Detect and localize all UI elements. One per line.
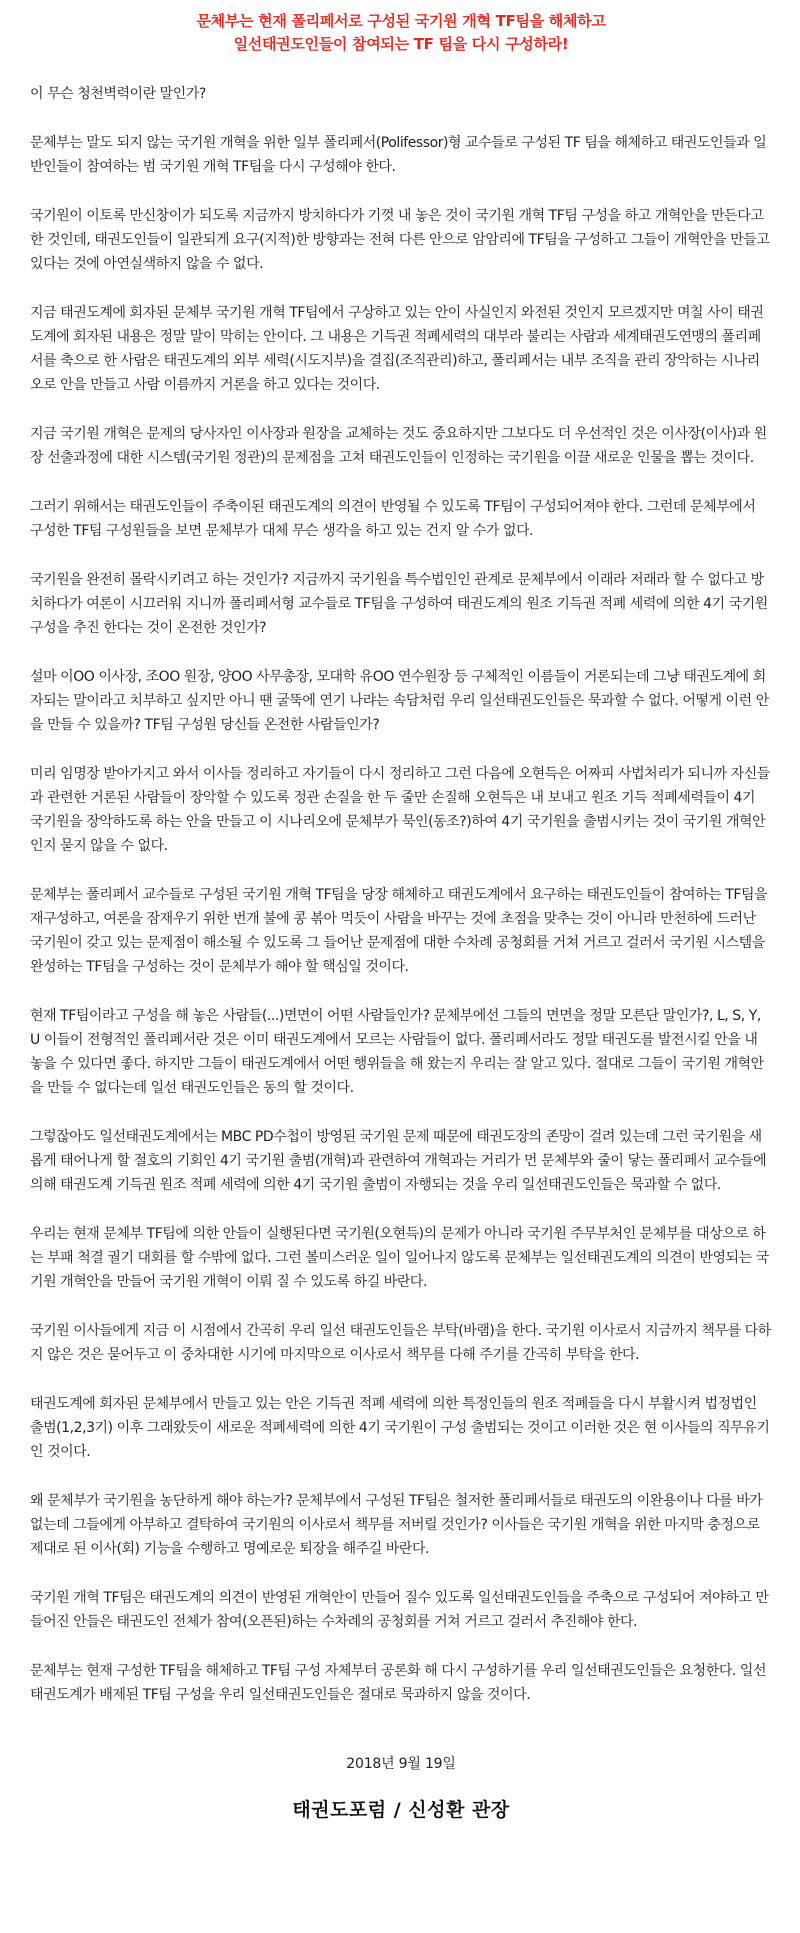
paragraph: 태권도계에 회자된 문체부에서 만들고 있는 안은 기득권 적폐 세력에 의한 특정인들의 원조 적폐들을 다시 부활시켜 법정법인 출범(1,2,3기) 이후 그래왔듯이 새로운 적폐세력에 의한 4기 국기원이 구성 출범되는 것이고 이러한 것은 현 이사들의 직무유기인 것이다.	[30, 1396, 770, 1460]
signature: 태권도포럼 / 신성환 관장	[292, 1799, 510, 1821]
paragraph: 미리 임명장 받아가지고 와서 이사들 정리하고 자기들이 다시 정리하고 그런 다음에 오현득은 어짜피 사법처리가 되니까 자신들과 관련한 거론된 사람들이 장악할 수 있도록 정관 손질을 한 두 줄만 손질해 오현득은 내 보내고 원조 기득 적폐세력들이 4기 국기원을 장악하도록 하는 안을 만들고 이 시나리오에 문체부가 묵인(동조?)하여 4기 국기원을 출범시키는 것이 국기원 개혁안인지 묻지 않을 수 없다.	[30, 766, 770, 854]
paragraph: 그렇잖아도 일선태권도계에서는 MBC PD수첩이 방영된 국기원 문제 때문에 태권도장의 존망이 걸려 있는데 그런 국기원을 새롭게 태어나게 할 절호의 기회인 4기 국기원 출범(개혁)과 관련하여 개혁과는 거리가 먼 문체부와 줄이 닿는 폴리페서 교수들에 의해 태권도계 기득권 원조 적폐 세력에 의한 4기 국기원 출범이 자행되는 것을 우리 일선태권도인들은 묵과할 수 없다.	[30, 1129, 767, 1193]
headline	[30, 10, 772, 56]
paragraph: 이 무슨 청천벽력이란 말인가?	[30, 86, 206, 102]
paragraph: 국기원이 이토록 만신창이가 되도록 지금까지 방치하다가 기껏 내 놓은 것이 국기원 개혁 TF팀 구성을 하고 개혁안을 만든다고 한 것인데, 태권도인들이 일관되게 요구(지적)한 방향과는 전혀 다른 안으로 암암리에 TF팀을 구성하고 그들이 개혁안을 만들고 있다는 것에 아연실색하지 않을 수 없다.	[30, 208, 770, 272]
document-date: 2018년 9월 19일	[346, 1756, 456, 1772]
paragraph: 문체부는 말도 되지 않는 국기원 개혁을 위한 일부 폴리페서(Polifessor)형 교수들로 구성된 TF 팀을 해체하고 태권도인들과 일반인들이 참여하는 범 국기원 개혁 TF팀을 다시 구성해야 한다.	[30, 135, 767, 175]
paragraph: 문체부는 현재 구성한 TF팀을 해체하고 TF팀 구성 자체부터 공론화 해 다시 구성하기를 우리 일선태권도인들은 요청한다. 일선태권도계가 배제된 TF팀 구성을 우리 일선태권도인들은 절대로 묵과하지 않을 것이다.	[30, 1663, 767, 1703]
paragraph: 지금 태권도계에 회자된 문체부 국기원 개혁 TF팀에서 구상하고 있는 안이 사실인지 와전된 것인지 모르겠지만 며칠 사이 태권도계에 회자된 내용은 정말 말이 막히는 안이다. 그 내용은 기득권 적폐세력의 대부라 불리는 사람과 세계태권도연맹의 폴리페서를 축으로 한 사람은 태권도계의 외부 세력(시도지부)을 결집(조직관리)하고, 폴리페서는 내부 조직을 관리 장악하는 시나리오로 안을 만들고 사람 이름까지 거론을 하고 있다는 것이다.	[30, 305, 764, 393]
headline-line: 문체부는 현재 폴리페서로 구성된 국기원 개혁 TF팀을 해체하고	[196, 12, 606, 30]
paragraph: 지금 국기원 개혁은 문제의 당사자인 이사장과 원장을 교체하는 것도 중요하지만 그보다도 더 우선적인 것은 이사장(이사)과 원장 선출과정에 대한 시스템(국기원 정관)의 문제점을 고쳐 태권도인들이 인정하는 국기원을 이끌 새로운 인물을 뽑는 것이다.	[30, 426, 767, 466]
paragraph: 설마 이OO 이사장, 조OO 원장, 양OO 사무총장, 모대학 유OO 연수원장 등 구체적인 이름들이 거론되는데 그냥 태권도계에 회자되는 말이라고 치부하고 싶지만 아니 땐 굴뚝에 연기 나랴는 속담처럼 우리 일선태권도인들은 묵과할 수 없다. 어떻게 이런 안을 만들 수 있을까? TF팀 구성원 당신들 온전한 사람들인가?	[30, 669, 769, 733]
paragraph: 우리는 현재 문체부 TF팀에 의한 안들이 실행된다면 국기원(오현득)의 문제가 아니라 국기원 주무부처인 문체부를 대상으로 하는 부패 척결 궐기 대회를 할 수밖에 없다. 그런 볼미스러운 일이 일어나지 않도록 문체부는 일선태권도계의 의견이 반영되는 국기원 개혁안을 만들어 국기원 개혁이 이뤄 질 수 있도록 하길 바란다.	[30, 1226, 769, 1290]
paragraph: 현재 TF팀이라고 구성을 해 놓은 사람들(...)면면이 어떤 사람들인가? 문체부에선 그들의 면면을 정말 모른단 말인가?, L, S, Y, U 이들이 전형적인 폴리페서란 것은 이미 태권도계에서 모르는 사람들이 없다. 폴리페서라도 정말 태권도를 발전시킬 안을 내 놓을 수 있다면 좋다. 하지만 그들이 태권도계에서 어떤 행위들을 해 왔는지 우리는 잘 알고 있다. 절대로 그들이 국기원 개혁안을 만들 수 없다는데 일선 태권도인들은 동의 할 것이다.	[30, 1008, 764, 1096]
paragraph: 국기원을 완전히 몰락시키려고 하는 것인가? 지금까지 국기원을 특수법인인 관계로 문체부에서 이래라 저래라 할 수 없다고 방치하다가 여론이 시끄러워 지니까 폴리페서형 교수들로 TF팀을 구성하여 태권도계의 원조 기득권 적폐 세력에 의한 4기 국기원 구성을 추진 한다는 것이 온전한 것인가?	[30, 572, 768, 636]
paragraph: 왜 문체부가 국기원을 농단하게 해야 하는가? 문체부에서 구성된 TF팀은 철저한 폴리페서들로 태권도의 이완용이나 다를 바가 없는데 그들에게 아부하고 결탁하여 국기원의 이사로서 책무를 저버릴 것인가? 이사들은 국기원 개혁을 위한 마지막 충정으로 제대로 된 이사(회) 기능을 수행하고 명예로운 퇴장을 해주길 바란다.	[30, 1493, 763, 1557]
paragraph: 문체부는 폴리페서 교수들로 구성된 국기원 개혁 TF팀을 당장 해체하고 태권도계에서 요구하는 태권도인들이 참여하는 TF팀을 재구성하고, 여론을 잠재우기 위한 번개 불에 콩 볶아 먹듯이 사람을 바꾸는 것에 초점을 맞추는 것이 아니라 만천하에 드러난 국기원이 갖고 있는 문제점이 해소될 수 있도록 그 들어난 문제점에 대한 수차례 공청회를 거쳐 거르고 걸러서 국기원 시스템을 완성하는 TF팀을 구성하는 것이 문체부가 해야 할 핵심일 것이다.	[30, 887, 768, 975]
paragraph: 국기원 이사들에게 지금 이 시점에서 간곡히 우리 일선 태권도인들은 부탁(바램)을 한다. 국기원 이사로서 지금까지 책무를 다하지 않은 것은 묻어두고 이 중차대한 시기에 마지막으로 이사로서 책무를 다해 주기를 간곡히 부탁을 한다.	[30, 1323, 771, 1363]
article-body	[30, 82, 772, 1707]
paragraph: 국기원 개혁 TF팀은 태권도계의 의견이 반영된 개혁안이 만들어 질수 있도록 일선태권도인들을 주축으로 구성되어 져야하고 만들어진 안들은 태권도인 전체가 참여(오픈된)하는 수차례의 공청회를 거쳐 거르고 걸러서 추진해야 한다.	[30, 1590, 769, 1630]
headline-line: 일선태권도인들이 참여되는 TF 팀을 다시 구성하라!	[233, 35, 569, 53]
paragraph: 그러기 위해서는 태권도인들이 주축이된 태권도계의 의견이 반영될 수 있도록 TF팀이 구성되어져야 한다. 그런데 문체부에서 구성한 TF팀 구성원들을 보면 문체부가 대체 무슨 생각을 하고 있는 건지 알 수가 없다.	[30, 499, 756, 539]
